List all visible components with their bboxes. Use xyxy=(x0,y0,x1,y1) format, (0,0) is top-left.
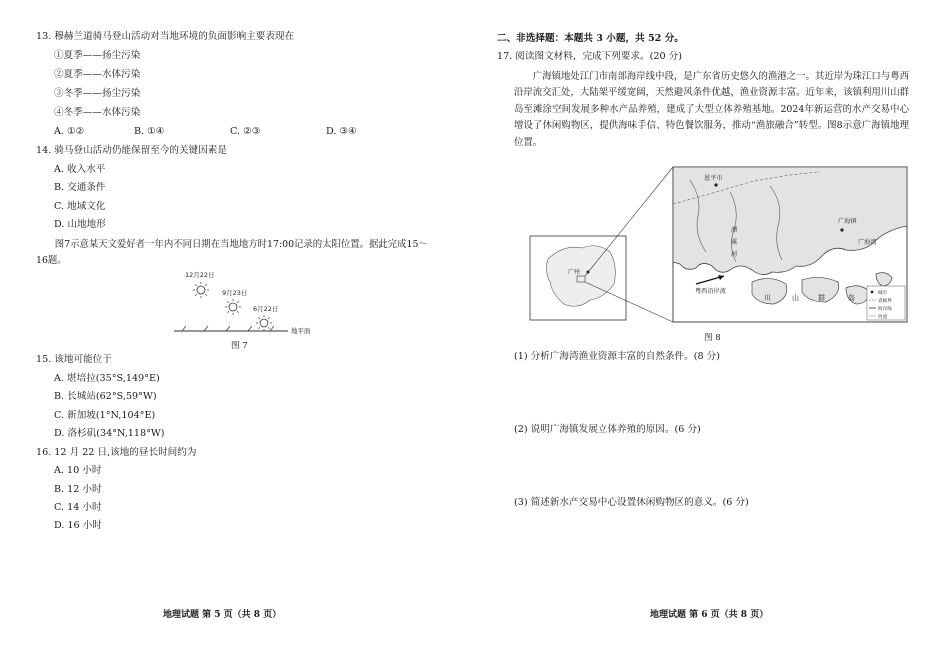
q13-option-b: B. ①④ xyxy=(134,126,165,137)
q15-option-d: D. 洛杉矶(34°N,118°W) xyxy=(54,428,165,439)
q14-option-b: B. 交通条件 xyxy=(54,182,106,193)
q16-option-b: B. 12 小时 xyxy=(54,484,102,495)
map-label-dao: 岛 xyxy=(848,294,855,302)
fig7-date-dec: 12月22日 xyxy=(185,271,215,279)
q17-sub-1: (1) 分析广海湾渔业资源丰富的自然条件。(8 分) xyxy=(514,351,720,362)
city-dot-enping xyxy=(714,183,717,186)
q13-item-2: ②夏季——水体污染 xyxy=(54,69,141,80)
inset-label-guangzhou: 广州 xyxy=(568,269,581,276)
fig8-caption: 图 8 xyxy=(704,333,721,343)
legend-river: 河流 xyxy=(878,315,888,320)
intro-15-16: 图7示意某天文爱好者一年内不同日期在当地地方时17:00记录的太阳位置。据此完成15～16题。 xyxy=(36,239,428,267)
q15-option-a: A. 堪培拉(35°S,149°E) xyxy=(54,373,160,384)
q16-option-d: D. 16 小时 xyxy=(54,520,102,531)
fig7-date-sep: 9月23日 xyxy=(222,289,248,297)
map-label-qun: 群 xyxy=(818,294,825,302)
figure-7 xyxy=(160,266,350,340)
map-legend xyxy=(867,286,905,320)
map-label-enping: 恩平市 xyxy=(704,175,723,182)
q16-option-c: C. 14 小时 xyxy=(54,502,102,513)
q14-option-a: A. 收入水平 xyxy=(54,164,106,175)
map-label-he: 河 xyxy=(731,251,738,258)
q13-item-1: ①夏季——扬尘污染 xyxy=(54,50,141,61)
q13-item-4: ④冬季——水体污染 xyxy=(54,107,141,118)
q13-item-3: ③冬季——扬尘污染 xyxy=(54,88,141,99)
q16-stem: 16. 12 月 22 日,该地的昼长时间约为 xyxy=(36,447,197,458)
section-title: 二、非选择题：本题共 3 小题，共 52 分。 xyxy=(497,33,684,44)
q17-sub-3: (3) 简述新水产交易中心设置休闲购物区的意义。(6 分) xyxy=(514,497,749,508)
q13-stem: 13. 穆赫兰道骑马登山活动对当地环境的负面影响主要表现在 xyxy=(36,31,295,42)
legend-coastline: 海岸线 xyxy=(878,307,892,312)
page-footer-right: 地理试题 第 6 页（共 8 页） xyxy=(650,610,769,620)
q16-option-a: A. 10 小时 xyxy=(54,465,102,476)
q13-option-d: D. ③④ xyxy=(326,126,357,137)
figure-8-map xyxy=(520,164,910,326)
map-label-xi: 溪 xyxy=(731,239,738,246)
q17-material: 广海镇地处江门市南部海岸线中段，是广东省历史悠久的渔港之一。其近岸为珠江口与粤西沿岸流交汇处，大陆架平缓宽阔，天然避风条件优越，渔业资源丰富。近年来，该镇利用川山群岛至滩涂空间发展多种水产品养殖，建成了大型立体养殖基地。2024年新运营的水产交易中心增设了休闲购物区，提供海味手信、特色餐饮服务，推动“渔旅融合”转型。图8示意广海镇地理位置。 xyxy=(514,71,909,148)
map-label-tan: 潭 xyxy=(731,227,738,234)
fig7-caption: 图 7 xyxy=(231,341,248,351)
horizon-label: 地平面 xyxy=(291,327,311,335)
q15-option-b: B. 长城站(62°S,59°W) xyxy=(54,391,157,402)
page-footer-left: 地理试题 第 5 页（共 8 页） xyxy=(163,610,282,620)
map-label-guanghai-town: 广海镇 xyxy=(838,218,857,225)
sun-icon xyxy=(225,299,241,315)
q13-option-a: A. ①② xyxy=(54,126,85,137)
city-dot-guanghai xyxy=(840,228,843,231)
q14-option-d: D. 山地地形 xyxy=(54,219,106,230)
map-label-guanghai-bay: 广海湾 xyxy=(858,239,877,246)
legend-province: 省级界 xyxy=(878,299,892,304)
q15-stem: 15. 该地可能位于 xyxy=(36,354,112,365)
q13-option-c: C. ②③ xyxy=(230,126,261,137)
q15-option-c: C. 新加坡(1°N,104°E) xyxy=(54,410,156,421)
map-label-current: 粤西沿岸流 xyxy=(695,288,726,295)
sun-icon xyxy=(193,282,209,298)
q17-sub-2: (2) 说明广海镇发展立体养殖的原因。(6 分) xyxy=(514,424,701,435)
sun-icon xyxy=(256,315,272,331)
q14-stem: 14. 骑马登山活动仍能保留至今的关键因素是 xyxy=(36,145,227,156)
q17-stem: 17. 阅读图文材料，完成下列要求。(20 分) xyxy=(497,51,682,62)
map-label-chuan: 川 xyxy=(764,294,771,302)
q14-option-c: C. 地域文化 xyxy=(54,201,106,212)
legend-city: 城市 xyxy=(878,291,888,296)
map-label-shan: 山 xyxy=(792,294,799,302)
fig7-date-jun: 6月22日 xyxy=(253,305,279,313)
inset-pointer-top xyxy=(585,167,673,276)
